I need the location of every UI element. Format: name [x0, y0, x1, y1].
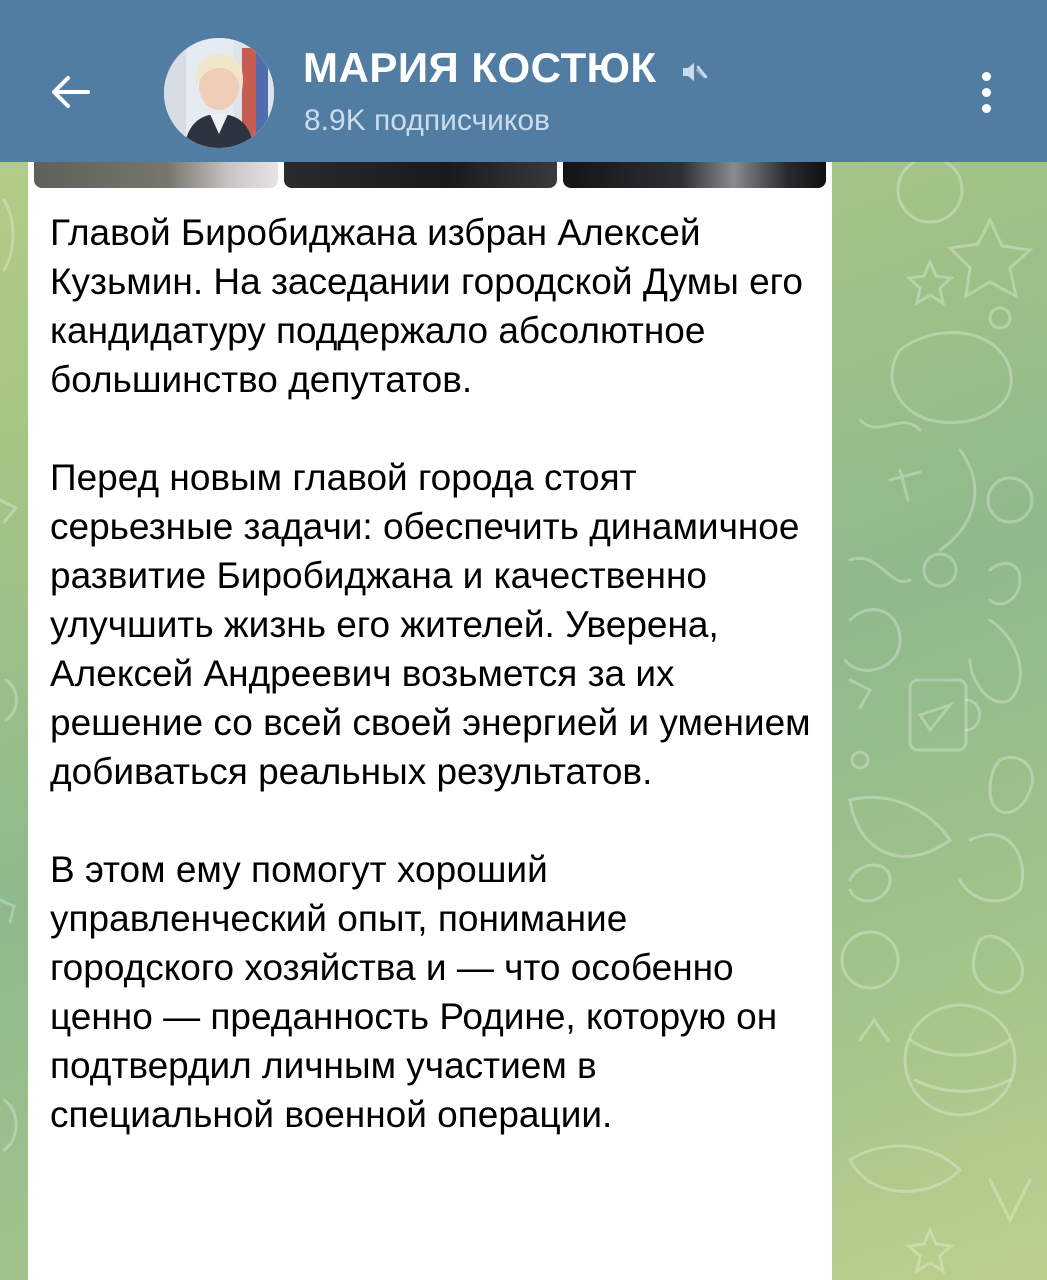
channel-title[interactable]: МАРИЯ КОСТЮК [303, 44, 657, 91]
arrow-left-icon [48, 74, 92, 110]
message-paragraph-1: Главой Биробиджана избран Алексей Кузьмин. На заседании городской Думы его кандидатуру поддержало абсолютное большинство депутатов. [50, 212, 803, 400]
message-paragraph-3: В этом ему помогут хороший управленческий опыт, понимание городского хозяйства и — что особенно ценно — преданность Родине, которую он подтвердил личным участием в специальной военной операции. [50, 849, 778, 1135]
more-vertical-icon-dot [982, 104, 991, 113]
message-text [50, 208, 820, 1188]
more-options-button[interactable] [962, 62, 1010, 122]
more-vertical-icon-dot [982, 88, 991, 97]
subscriber-count: 8.9K подписчиков [304, 104, 550, 137]
message-bubble [28, 140, 832, 1280]
muted-speaker-icon [677, 56, 709, 88]
avatar-photo [164, 38, 274, 148]
more-vertical-icon [982, 72, 991, 81]
channel-header [0, 0, 1047, 162]
message-paragraph-2: Перед новым главой города стоят серьезные задачи: обеспечить динамичное развитие Биробиджана и качественно улучшить жизнь его жителей. Уверена, Алексей Андреевич возьмется за их решение со всей своей энергией и умением добиваться реальных результатов. [50, 457, 811, 792]
channel-avatar[interactable] [164, 38, 274, 148]
back-button[interactable] [38, 62, 102, 122]
